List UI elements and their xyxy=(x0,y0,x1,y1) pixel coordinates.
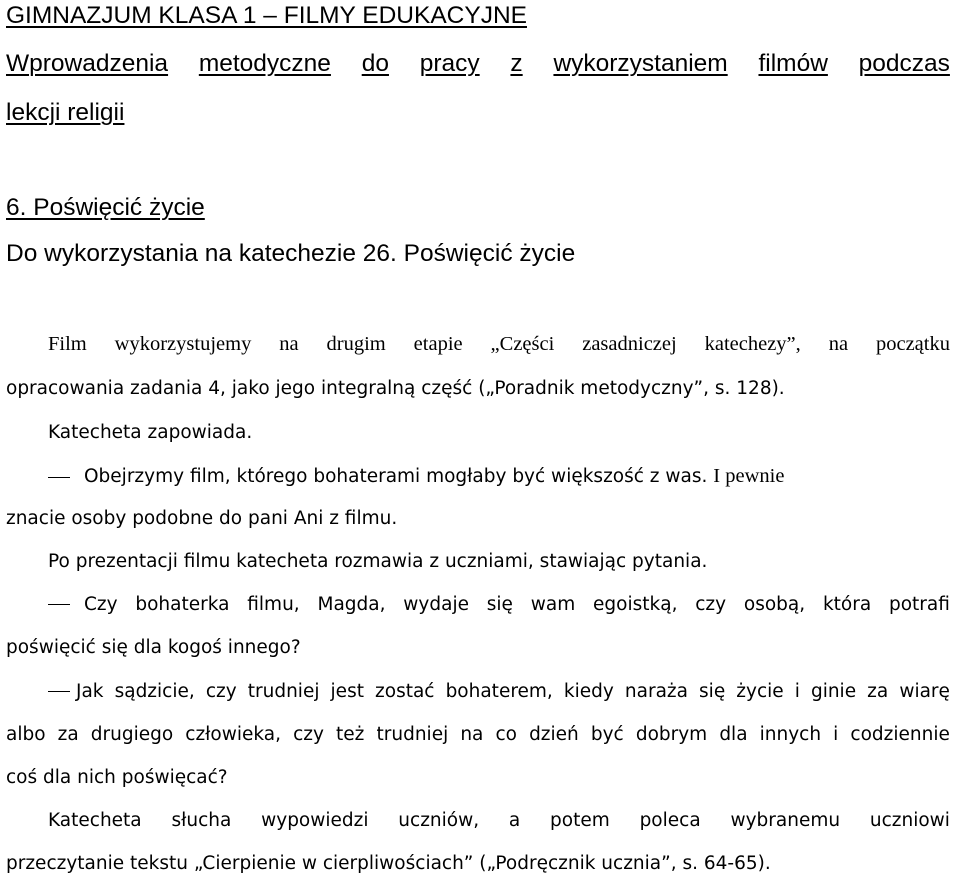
word: wykorzystaniem xyxy=(553,50,728,77)
word: codziennie xyxy=(850,724,950,745)
question2-line1 xyxy=(48,681,950,702)
word: filmów xyxy=(758,50,828,77)
word: początku xyxy=(875,333,950,355)
paragraph-intro-line2-a: opracowania zadania 4, jako jego integralną część ( xyxy=(6,378,486,399)
question1-line1-text xyxy=(84,594,950,615)
paragraph-intro-line2-b: „Poradnik metodyczny”, s. 128). xyxy=(485,378,785,399)
word: metodyczne xyxy=(198,50,331,77)
document-header-title: GIMNAZJUM KLASA 1 – FILMY EDUKACYJNE xyxy=(6,2,527,29)
word: potem xyxy=(550,810,610,831)
word: uczniów, xyxy=(398,810,480,831)
section-title: 6. Poświęcić życie xyxy=(6,194,205,221)
word: filmu, xyxy=(247,594,300,615)
word: katechezy”, xyxy=(704,333,801,355)
word: za xyxy=(57,724,79,745)
word: Wprowadzenia xyxy=(6,50,169,77)
dash-icon xyxy=(48,477,70,478)
word: Jak xyxy=(76,681,104,702)
word: poleca xyxy=(639,810,701,831)
word: czy xyxy=(695,594,727,615)
word: dobrym xyxy=(635,724,708,745)
word: a xyxy=(508,810,521,831)
word: drugiego xyxy=(90,724,174,745)
word: Magda, xyxy=(317,594,386,615)
word: uczniowi xyxy=(869,810,950,831)
section-subtitle: Do wykorzystania na katechezie 26. Poświęcić życie xyxy=(6,240,576,267)
word: osobą, xyxy=(743,594,806,615)
word: wybranemu xyxy=(730,810,841,831)
question2-line1-text xyxy=(76,681,950,702)
word: jest xyxy=(330,681,364,702)
quote-line1-text: Obejrzymy film, którego bohaterami mogłaby być większość z was. xyxy=(84,466,708,487)
word: słucha xyxy=(171,810,232,831)
document-header-subtitle-cont: lekcji religii xyxy=(6,99,125,126)
quote-line2: znacie osoby podobne do pani Ani z filmu. xyxy=(6,508,398,529)
word: która xyxy=(822,594,872,615)
question2-line2 xyxy=(6,724,950,745)
word: innych xyxy=(759,724,822,745)
word: trudniej xyxy=(376,724,449,745)
question1-line1 xyxy=(48,594,950,615)
word: dzień xyxy=(529,724,579,745)
word: też xyxy=(336,724,365,745)
word: ginie xyxy=(810,681,857,702)
paragraph-closing-line1 xyxy=(48,810,950,831)
document-header-subtitle xyxy=(6,50,950,78)
word: bohaterka xyxy=(135,594,230,615)
word: etapie xyxy=(413,333,463,355)
word: do xyxy=(361,50,389,77)
word: „Części xyxy=(490,333,555,355)
paragraph-presentation: Po prezentacji filmu katecheta rozmawia z uczniami, stawiając pytania. xyxy=(48,551,708,572)
word: na xyxy=(279,333,299,355)
word: za xyxy=(867,681,889,702)
quote-line1 xyxy=(48,465,784,488)
word: wydaje xyxy=(403,594,469,615)
question2-line3: coś dla nich poświęcać? xyxy=(6,767,228,788)
word: dla xyxy=(719,724,748,745)
word: Katecheta xyxy=(48,810,142,831)
word: podczas xyxy=(858,50,950,77)
word: i xyxy=(794,681,800,702)
word: naraża xyxy=(624,681,688,702)
word: wiarę xyxy=(899,681,950,702)
paragraph-closing-line2: przeczytanie tekstu „Cierpienie w cierpliwościach” („Podręcznik ucznia”, s. 64-65). xyxy=(6,853,771,874)
word: zostać xyxy=(375,681,435,702)
word: sądzicie, xyxy=(114,681,195,702)
paragraph-intro-line1 xyxy=(48,333,950,356)
word: pracy xyxy=(419,50,480,77)
word: na xyxy=(460,724,484,745)
word: człowieka, xyxy=(185,724,282,745)
word: wam xyxy=(530,594,576,615)
paragraph-intro-line2 xyxy=(6,378,785,399)
dash-icon xyxy=(48,691,70,692)
word: zasadniczej xyxy=(582,333,677,355)
word: się xyxy=(699,681,726,702)
question1-line2: poświęcić się dla kogoś innego? xyxy=(6,637,301,658)
word: egoistką, xyxy=(593,594,678,615)
word: potrafi xyxy=(888,594,950,615)
word: się xyxy=(486,594,513,615)
word: być xyxy=(590,724,624,745)
word: z xyxy=(510,50,523,77)
word: wypowiedzi xyxy=(261,810,369,831)
paragraph-announce: Katecheta zapowiada. xyxy=(48,422,253,443)
word: czy xyxy=(293,724,324,745)
word: na xyxy=(828,333,849,355)
word: Film xyxy=(48,333,87,355)
word: i xyxy=(833,724,839,745)
dash-icon xyxy=(48,604,70,605)
word: co xyxy=(495,724,517,745)
word: trudniej xyxy=(247,681,320,702)
word: bohaterem, xyxy=(445,681,553,702)
word: wykorzystujemy xyxy=(114,333,252,355)
word: Czy xyxy=(84,594,118,615)
word: życie xyxy=(736,681,784,702)
word: albo xyxy=(6,724,46,745)
word: drugim xyxy=(326,333,386,355)
quote-line1-tail: I pewnie xyxy=(713,465,785,487)
word: czy xyxy=(205,681,237,702)
word: kiedy xyxy=(563,681,614,702)
